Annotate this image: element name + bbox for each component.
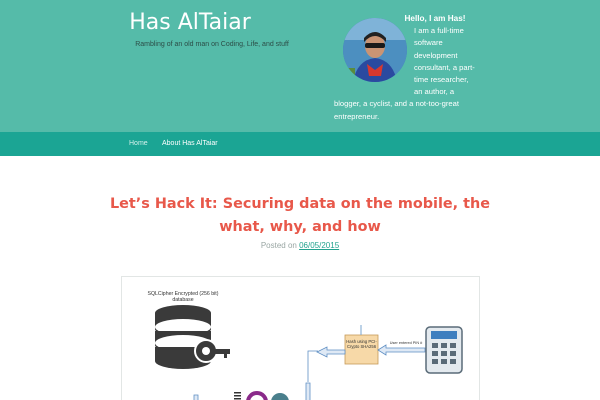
post-date-link[interactable]: 06/05/2015 bbox=[299, 241, 340, 250]
bio-line: time researcher, bbox=[414, 75, 469, 85]
logo-circles-icon bbox=[234, 392, 289, 400]
bio-title: Hello, I am Has! bbox=[404, 14, 466, 23]
bio-line: development bbox=[414, 50, 458, 60]
bio-line: software bbox=[414, 38, 443, 48]
post-featured-image bbox=[121, 276, 480, 400]
bio-line: an author, a bbox=[414, 87, 455, 97]
site-title-link[interactable]: Has AlTaiar bbox=[129, 10, 251, 35]
pin-label: User entered PIN # bbox=[389, 341, 423, 345]
main-nav bbox=[0, 132, 600, 156]
db-label: SQLCipher Encrypted (256 bit) database bbox=[147, 291, 219, 303]
posted-on-label: Posted on bbox=[260, 241, 297, 250]
post-meta bbox=[200, 241, 400, 250]
post-title[interactable]: Let’s Hack It: Securing data on the mobile, the what, why, and how bbox=[109, 196, 491, 235]
bio-line: entrepreneur. bbox=[334, 111, 380, 121]
bio-line: blogger, a cyclist, and a not-too-great bbox=[334, 99, 459, 109]
hash-label: Hash using PCI-Crypto SHA256 bbox=[346, 339, 377, 349]
bio-line: I am a full-time bbox=[414, 26, 464, 36]
author-bio bbox=[334, 13, 484, 123]
bio-line: consultant, a part- bbox=[414, 62, 475, 72]
site-tagline: Rambling of an old man on Coding, Life, and stuff bbox=[135, 41, 289, 48]
nav-item-home[interactable]: Home bbox=[129, 140, 148, 147]
database-key-icon bbox=[155, 305, 230, 369]
nav-item-about[interactable]: About Has AlTaiar bbox=[162, 140, 218, 147]
site-header bbox=[0, 0, 600, 132]
keypad-icon bbox=[426, 327, 462, 373]
